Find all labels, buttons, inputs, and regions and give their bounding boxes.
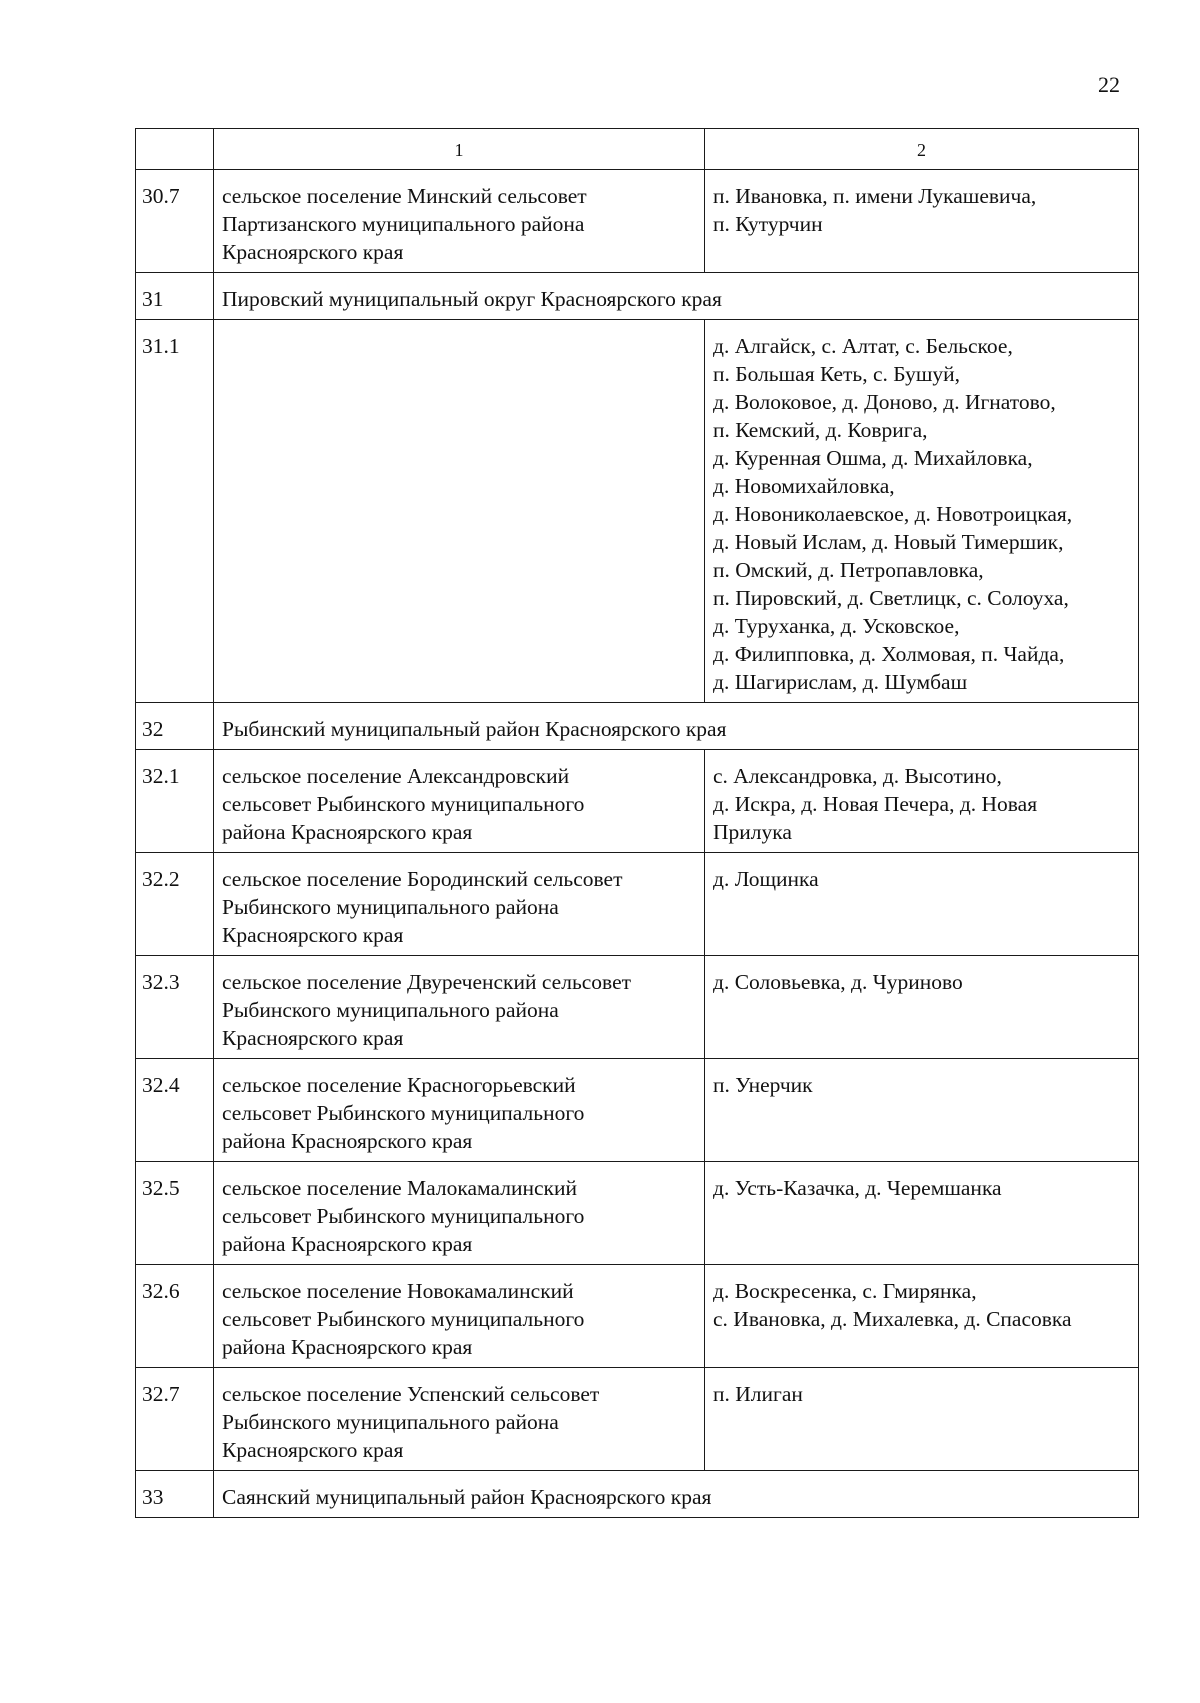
settlements-line: п. Кемский, д. Коврига, — [713, 418, 928, 442]
table-header-row — [136, 129, 1139, 170]
table-row — [136, 956, 1139, 1059]
municipality-name — [214, 1368, 705, 1471]
settlements-table — [135, 128, 1139, 1518]
page-number: 22 — [1098, 72, 1120, 97]
row-number: 31.1 — [136, 320, 214, 703]
settlements-line: с. Ивановка, д. Михалевка, д. Спасовка — [713, 1307, 1072, 1331]
settlements-line: д. Искра, д. Новая Печера, д. Новая — [713, 792, 1038, 816]
municipality-name — [214, 853, 705, 956]
municipality-name-line: района Красноярского края — [222, 1335, 473, 1359]
municipality-name-line: сельсовет Рыбинского муниципального — [222, 1204, 585, 1228]
settlements-line: д. Новониколаевское, д. Новотроицкая, — [713, 502, 1073, 526]
municipality-name-line: сельское поселение Минский сельсовет — [222, 184, 587, 208]
row-number: 32.7 — [136, 1368, 214, 1471]
table-row — [136, 320, 1139, 703]
region-row — [136, 703, 1139, 750]
table-row — [136, 1368, 1139, 1471]
settlements-line: п. Илиган — [713, 1382, 803, 1406]
row-number: 32.6 — [136, 1265, 214, 1368]
row-number: 33 — [136, 1471, 214, 1518]
settlements-line: д. Волоковое, д. Доново, д. Игнатово, — [713, 390, 1056, 414]
settlements-line: п. Большая Кеть, с. Бушуй, — [713, 362, 961, 386]
settlements-line: п. Унерчик — [713, 1073, 813, 1097]
municipality-name-line: Рыбинского муниципального района — [222, 895, 559, 919]
settlements-list — [705, 1265, 1139, 1368]
table-row — [136, 853, 1139, 956]
settlements-line: д. Воскресенка, с. Гмирянка, — [713, 1279, 977, 1303]
settlements-line: д. Куренная Ошма, д. Михайловка, — [713, 446, 1033, 470]
region-row — [136, 1471, 1139, 1518]
municipality-name-line: сельское поселение Александровский — [222, 764, 570, 788]
row-number: 32.4 — [136, 1059, 214, 1162]
municipality-name — [214, 1059, 705, 1162]
municipality-name-line: района Красноярского края — [222, 1129, 473, 1153]
header-cell-1: 1 — [214, 129, 705, 170]
settlements-line: п. Ивановка, п. имени Лукашевича, — [713, 184, 1037, 208]
settlements-line: д. Усть-Казачка, д. Черемшанка — [713, 1176, 1002, 1200]
municipality-name — [214, 170, 705, 273]
table-row — [136, 1162, 1139, 1265]
municipality-name — [214, 1162, 705, 1265]
settlements-line: д. Туруханка, д. Усковское, — [713, 614, 960, 638]
municipality-name-line: Рыбинского муниципального района — [222, 998, 559, 1022]
settlements-line: п. Омский, д. Петропавловка, — [713, 558, 984, 582]
settlements-list — [705, 750, 1139, 853]
municipality-name-line: сельское поселение Бородинский сельсовет — [222, 867, 623, 891]
row-number: 32.5 — [136, 1162, 214, 1265]
municipality-name — [214, 320, 705, 703]
settlements-line: с. Александровка, д. Высотино, — [713, 764, 1002, 788]
municipality-name — [214, 956, 705, 1059]
municipality-name-line: района Красноярского края — [222, 820, 473, 844]
settlements-line: д. Филипповка, д. Холмовая, п. Чайда, — [713, 642, 1065, 666]
table-row — [136, 1059, 1139, 1162]
municipality-name-line: сельское поселение Успенский сельсовет — [222, 1382, 600, 1406]
municipality-name-line: сельское поселение Двуреченский сельсовет — [222, 970, 632, 994]
settlements-list — [705, 170, 1139, 273]
table-row — [136, 170, 1139, 273]
row-number: 30.7 — [136, 170, 214, 273]
municipality-name-line: Рыбинского муниципального района — [222, 1410, 559, 1434]
municipality-name-line: Партизанского муниципального района — [222, 212, 585, 236]
municipality-name-line: Красноярского края — [222, 1438, 404, 1462]
settlements-line: д. Новый Ислам, д. Новый Тимершик, — [713, 530, 1064, 554]
row-number: 31 — [136, 273, 214, 320]
region-name: Саянский муниципальный район Красноярского края — [214, 1471, 1139, 1518]
settlements-line: Прилука — [713, 820, 792, 844]
municipality-name-line: района Красноярского края — [222, 1232, 473, 1256]
settlements-list — [705, 853, 1139, 956]
settlements-line: д. Лощинка — [713, 867, 819, 891]
municipality-name-line: сельсовет Рыбинского муниципального — [222, 1101, 585, 1125]
settlements-list — [705, 320, 1139, 703]
region-name: Рыбинский муниципальный район Красноярского края — [214, 703, 1139, 750]
row-number: 32 — [136, 703, 214, 750]
row-number: 32.1 — [136, 750, 214, 853]
settlements-line: п. Кутурчин — [713, 212, 823, 236]
municipality-name-line: Красноярского края — [222, 240, 404, 264]
settlements-line: д. Новомихайловка, — [713, 474, 895, 498]
settlements-line: п. Пировский, д. Светлицк, с. Солоуха, — [713, 586, 1069, 610]
table-row — [136, 750, 1139, 853]
row-number: 32.3 — [136, 956, 214, 1059]
settlements-line: д. Шагирислам, д. Шумбаш — [713, 670, 968, 694]
settlements-list — [705, 1162, 1139, 1265]
settlements-line: д. Алгайск, с. Алтат, с. Бельское, — [713, 334, 1013, 358]
municipality-name-line: сельское поселение Новокамалинский — [222, 1279, 574, 1303]
municipality-name — [214, 1265, 705, 1368]
row-number: 32.2 — [136, 853, 214, 956]
settlements-list — [705, 956, 1139, 1059]
municipality-name-line: сельское поселение Малокамалинский — [222, 1176, 577, 1200]
region-row — [136, 273, 1139, 320]
settlements-list — [705, 1368, 1139, 1471]
settlements-list — [705, 1059, 1139, 1162]
municipality-name — [214, 750, 705, 853]
municipality-name-line: Красноярского края — [222, 1026, 404, 1050]
table-row — [136, 1265, 1139, 1368]
settlements-line: д. Соловьевка, д. Чуриново — [713, 970, 963, 994]
municipality-name-line: сельсовет Рыбинского муниципального — [222, 1307, 585, 1331]
region-name: Пировский муниципальный округ Красноярского края — [214, 273, 1139, 320]
municipality-name-line: Красноярского края — [222, 923, 404, 947]
header-cell-2: 2 — [705, 129, 1139, 170]
municipality-name-line: сельское поселение Красногорьевский — [222, 1073, 576, 1097]
header-cell-number — [136, 129, 214, 170]
municipality-name-line: сельсовет Рыбинского муниципального — [222, 792, 585, 816]
